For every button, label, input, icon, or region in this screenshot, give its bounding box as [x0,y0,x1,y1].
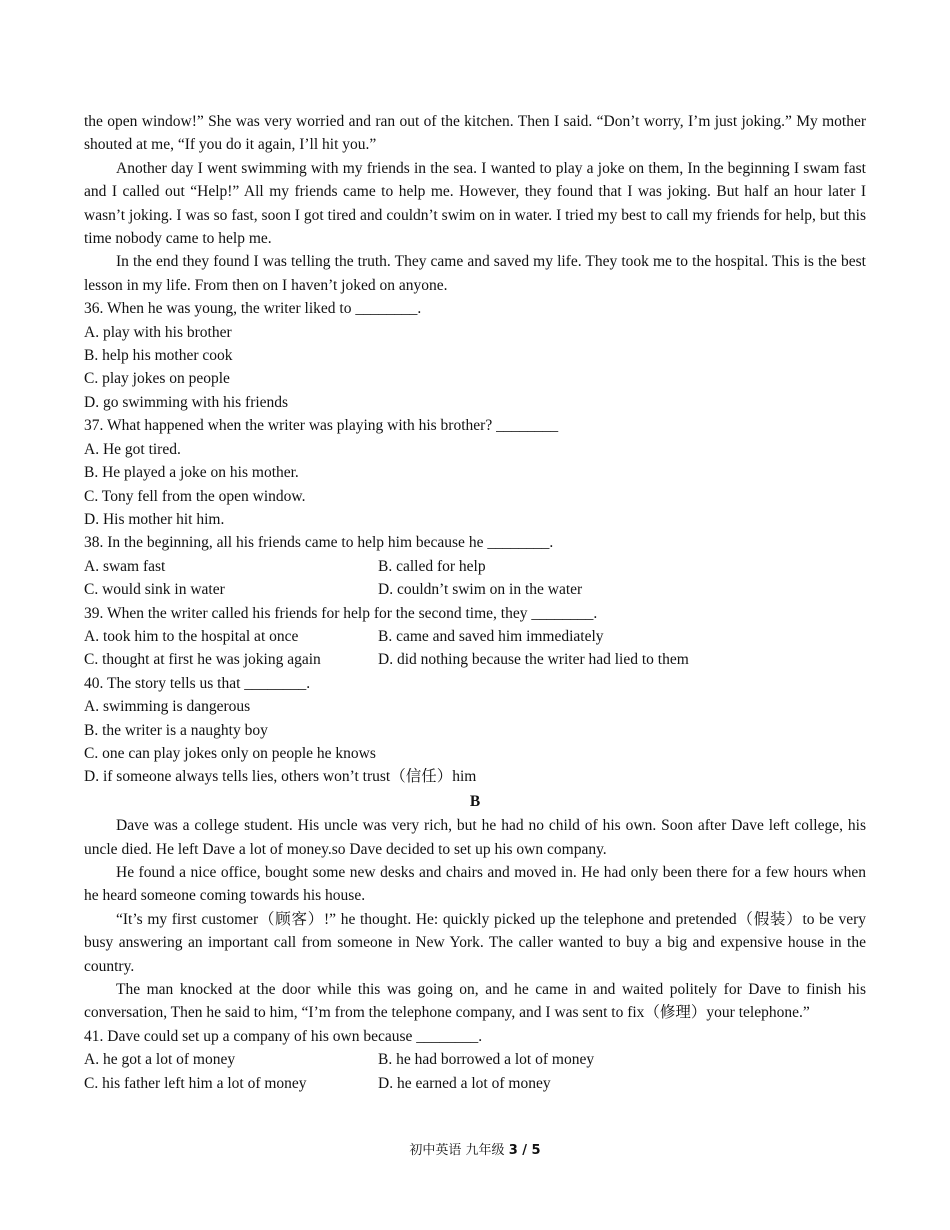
question-39-option-c: C. thought at first he was joking again [84,651,321,669]
question-38-stem: 38. In the beginning, all his friends came to help him because he ________. [84,534,554,552]
question-37-option-a: A. He got tired. [84,440,181,458]
passage-b-paragraph: He found a nice office, bought some new desks and chairs and moved in. He had only been there for a few hours when he heard someone coming towards his house. [84,864,866,905]
question-39-options-row [84,625,866,648]
footer-page-number: 3 / 5 [508,1143,541,1158]
question-38-option-d: D. couldn’t swim on in the water [378,581,583,599]
question-41-options-row [84,1048,866,1071]
passage-b-paragraph: Dave was a college student. His uncle was very rich, but he had no child of his own. Soon after Dave left college, his uncle died. He left Dave a lot of money.so Dave decided to set up his own company. [84,817,866,858]
question-41-stem: 41. Dave could set up a company of his own because ________. [84,1027,483,1045]
question-38-option-a: A. swam fast [84,557,166,575]
question-41-options-row [84,1072,866,1095]
question-39-option-a: A. took him to the hospital at once [84,627,299,645]
question-36-option-d: D. go swimming with his friends [84,393,289,411]
question-38-option-c: C. would sink in water [84,581,225,599]
question-37-option-c: C. Tony fell from the open window. [84,487,306,505]
passage-a-paragraph: In the end they found I was telling the truth. They came and saved my life. They took me to the hospital. This is the best lesson in my life. From then on I haven’t joked on anyone. [84,253,866,294]
question-36-option-b: B. help his mother cook [84,347,233,365]
footer-subject: 初中英语 九年级 [409,1143,505,1158]
passage-b-paragraph: The man knocked at the door while this was going on, and he came in and waited politely for Dave to finish his conversation, Then he said to him, “I’m from the telephone company, and I was sent to fix（修理）your telephone.” [84,981,866,1022]
question-38-options-row [84,555,866,578]
question-39-option-b: B. came and saved him immediately [378,627,604,645]
question-36-option-a: A. play with his brother [84,323,232,341]
passage-a-paragraph: the open window!” She was very worried and ran out of the kitchen. Then I said. “Don’t worry, I’m just joking.” My mother shouted at me, “If you do it again, I’ll hit you.” [84,113,866,154]
question-38-option-b: B. called for help [378,557,486,575]
page-footer [0,1139,950,1158]
passage-b-heading: B [469,792,481,810]
question-40-option-d: D. if someone always tells lies, others won’t trust（信任）him [84,768,477,786]
question-38-options-row [84,578,866,601]
question-40-option-b: B. the writer is a naughty boy [84,721,268,739]
question-36-stem: 36. When he was young, the writer liked to ________. [84,300,422,318]
question-37-option-b: B. He played a joke on his mother. [84,464,299,482]
question-41-option-b: B. he had borrowed a lot of money [378,1051,595,1069]
passage-b-paragraph: “It’s my first customer（顾客）!” he thought. He: quickly picked up the telephone and pretended（假装）to be very busy answering an important call from someone in New York. The caller wanted to buy a big and expensive house in the country. [84,910,866,975]
question-39-options-row [84,648,866,671]
question-40-stem: 40. The story tells us that ________. [84,674,311,692]
question-41-option-d: D. he earned a lot of money [378,1074,551,1092]
page-content [84,110,866,1095]
question-40-option-c: C. one can play jokes only on people he knows [84,744,376,762]
question-41-option-c: C. his father left him a lot of money [84,1074,307,1092]
question-37-stem: 37. What happened when the writer was playing with his brother? ________ [84,417,559,435]
question-37-option-d: D. His mother hit him. [84,510,225,528]
question-41-option-a: A. he got a lot of money [84,1051,236,1069]
question-39-stem: 39. When the writer called his friends for help for the second time, they ________. [84,604,598,622]
passage-a-paragraph: Another day I went swimming with my friends in the sea. I wanted to play a joke on them, In the beginning I swam fast and I called out “Help!” All my friends came to help me. However, they found that I was joking. But half an hour later I wasn’t joking. I was so fast, soon I got tired and couldn’t swim on in water. I tried my best to call my friends for help, but this time nobody came to help me. [84,159,866,248]
question-40-option-a: A. swimming is dangerous [84,698,251,716]
question-36-option-c: C. play jokes on people [84,370,230,388]
question-39-option-d: D. did nothing because the writer had lied to them [378,651,689,669]
